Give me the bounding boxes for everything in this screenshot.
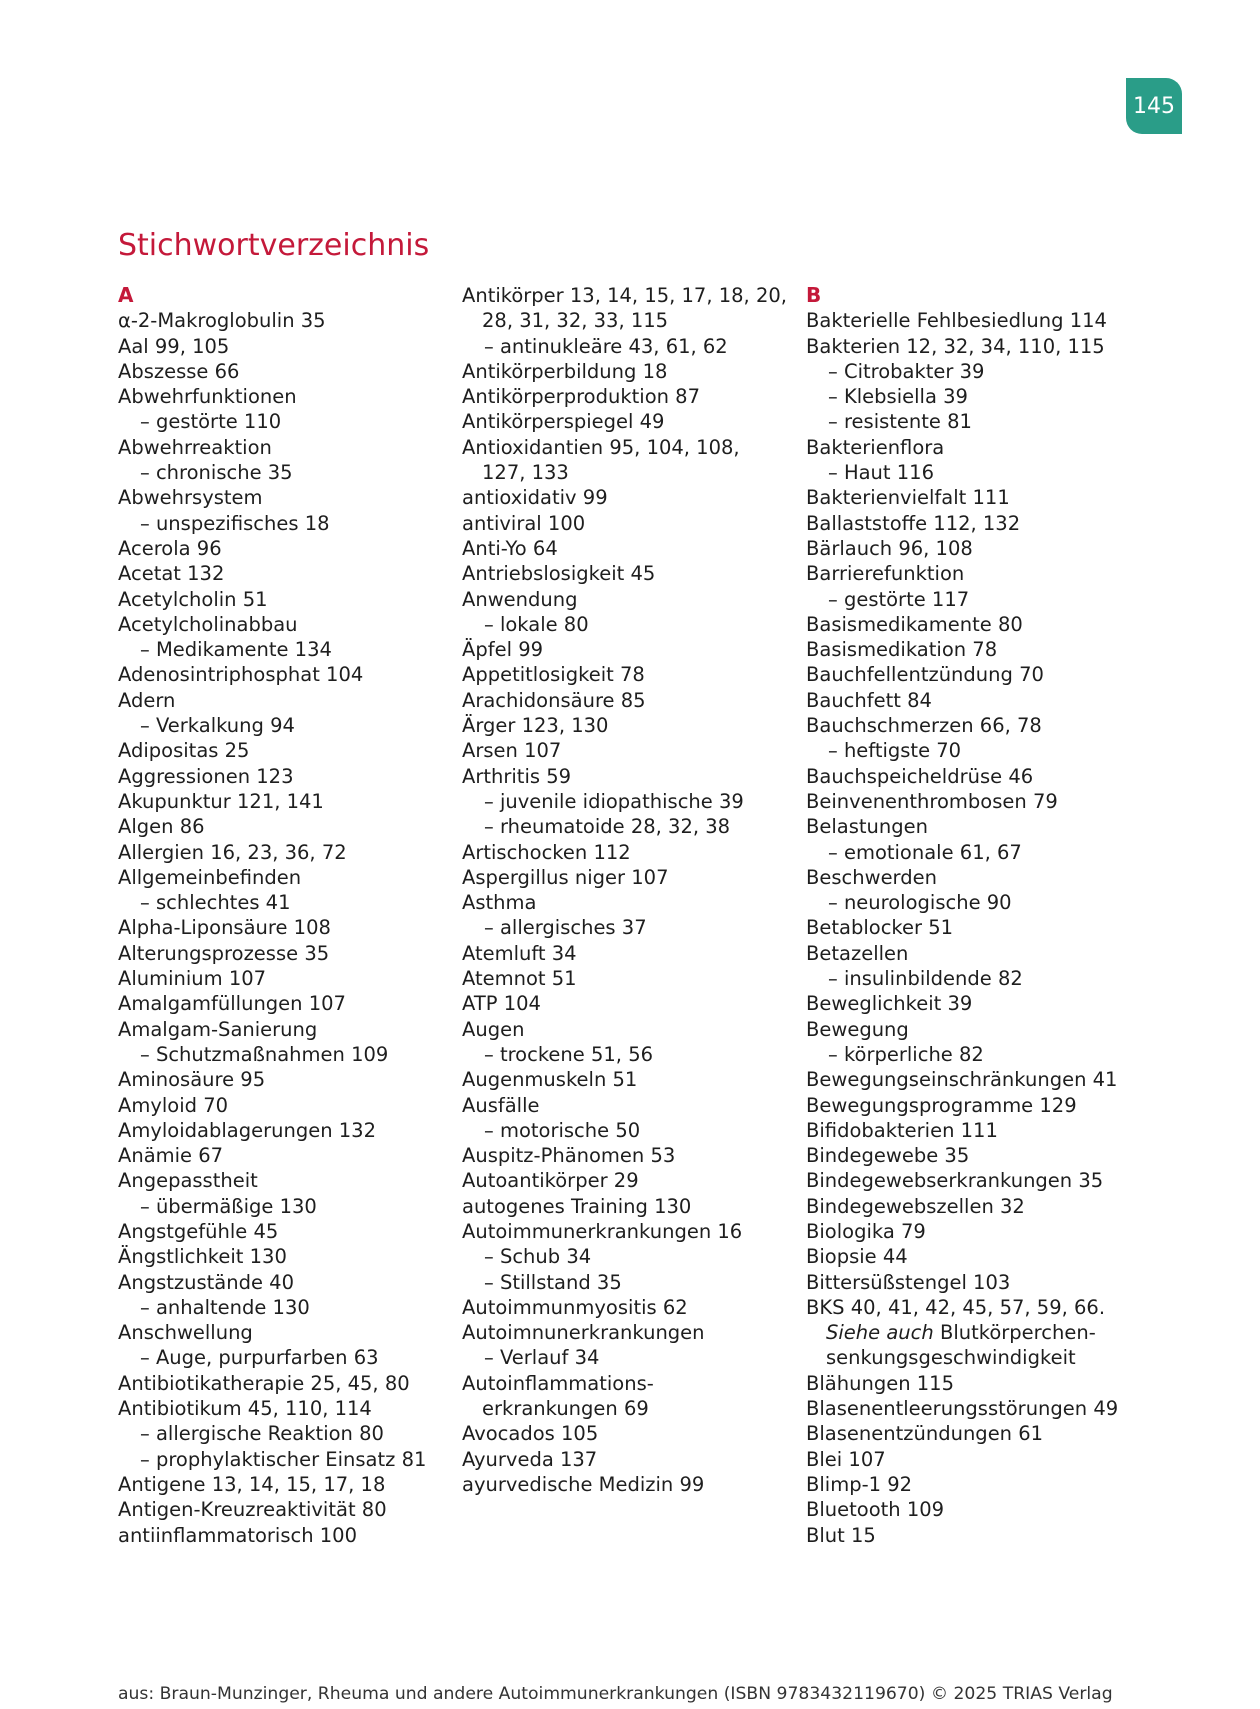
index-entry: Autoimnunerkrankungen [462,1321,705,1345]
index-entry: Arachidonsäure 85 [462,688,646,712]
index-entry: Autoinflammations- [462,1371,654,1395]
index-entry: – körperliche 82 [828,1042,984,1066]
index-letter-heading: A [118,283,134,307]
index-entry: Ängstlichkeit 130 [118,1245,287,1269]
index-entry: Antibiotikum 45, 110, 114 [118,1397,372,1421]
index-entry: Acetylcholin 51 [118,587,268,611]
index-entry: 127, 133 [482,461,569,485]
index-entry-text: Blutkörperchen- [939,1321,1096,1345]
index-entry: – gestörte 117 [828,587,970,611]
index-entry: Blut 15 [806,1523,876,1547]
index-entry: Angepasstheit [118,1169,258,1193]
index-entry: Autoimmunerkrankungen 16 [462,1219,743,1243]
index-entry: ayurvedische Medizin 99 [462,1472,705,1496]
index-entry: Beweglichkeit 39 [806,992,973,1016]
index-entry: Aspergillus niger 107 [462,865,669,889]
index-entry: Abwehrreaktion [118,435,272,459]
index-entry: Angstgefühle 45 [118,1219,279,1243]
index-letter-heading: B [806,283,822,307]
index-entry: Antioxidantien 95, 104, 108, [462,435,740,459]
index-entry: Amalgamfüllungen 107 [118,992,346,1016]
index-entry: Appetitlosigkeit 78 [462,663,645,687]
index-entry: Barrierefunktion [806,562,965,586]
index-entry: – Klebsiella 39 [828,385,968,409]
index-entry: Basismedikamente 80 [806,612,1023,636]
index-entry: – Schub 34 [484,1245,592,1269]
index-entry: – Citrobakter 39 [828,359,985,383]
index-entry: Aluminium 107 [118,967,267,991]
index-entry: – emotionale 61, 67 [828,840,1022,864]
index-entry: Bauchschmerzen 66, 78 [806,714,1042,738]
index-entry: – heftigste 70 [828,739,962,763]
index-entry: Bittersüßstengel 103 [806,1270,1011,1294]
index-column-1 [118,283,448,1548]
index-entry: Acetylcholinabbau [118,612,298,636]
index-entry: Bewegungseinschränkungen 41 [806,1068,1118,1092]
index-entry: antiviral 100 [462,511,586,535]
index-entry: Amyloidablagerungen 132 [118,1118,376,1142]
index-entry: Antibiotikatherapie 25, 45, 80 [118,1371,410,1395]
index-entry: Belastungen [806,815,928,839]
index-entry: erkrankungen 69 [482,1397,649,1421]
index-entry: Biopsie 44 [806,1245,908,1269]
index-entry: Aggressionen 123 [118,764,294,788]
index-entry: Allgemeinbefinden [118,865,302,889]
index-entry: Bindegewebszellen 32 [806,1194,1025,1218]
index-entry: antioxidativ 99 [462,486,608,510]
see-also-label: Siehe auch [826,1321,934,1345]
index-entry: Avocados 105 [462,1422,599,1446]
index-entry: Bauchfett 84 [806,688,932,712]
index-entry: – neurologische 90 [828,891,1012,915]
index-entry: Bakterienflora [806,435,945,459]
index-entry: Adern [118,688,176,712]
index-entry: Atemnot 51 [462,967,577,991]
index-entry: – Haut 116 [828,461,934,485]
index-entry: Auspitz-Phänomen 53 [462,1144,676,1168]
index-entry: Arthritis 59 [462,764,572,788]
index-entry: Alterungsprozesse 35 [118,941,330,965]
index-entry: Bindegewebserkrankungen 35 [806,1169,1104,1193]
index-entry: Anwendung [462,587,578,611]
index-entry: BKS 40, 41, 42, 45, 57, 59, 66. [806,1295,1106,1319]
index-entry: Acerola 96 [118,536,222,560]
index-entry: – unspezifisches 18 [140,511,330,535]
index-entry: Antikörperspiegel 49 [462,410,665,434]
index-entry: Antriebslosigkeit 45 [462,562,656,586]
index-entry: Ausfälle [462,1093,540,1117]
index-entry: Abszesse 66 [118,359,240,383]
index-entry: Bakterielle Fehlbesiedlung 114 [806,309,1107,333]
index-entry: Autoimmunmyositis 62 [462,1295,688,1319]
index-entry: Akupunktur 121, 141 [118,789,324,813]
index-entry: Biologika 79 [806,1219,926,1243]
index-entry: Blähungen 115 [806,1371,954,1395]
source-footer: aus: Braun-Munzinger, Rheuma und andere Autoimmunerkrankungen (ISBN 9783432119670) © 2025 TRIAS Verlag [118,1684,1113,1704]
index-entry: Bauchspeicheldrüse 46 [806,764,1034,788]
index-column-2 [462,283,792,1497]
index-entry: Asthma [462,891,537,915]
index-entry: Antikörperbildung 18 [462,359,668,383]
index-entry: – schlechtes 41 [140,891,291,915]
index-entry: Arsen 107 [462,739,562,763]
index-entry: Bärlauch 96, 108 [806,536,973,560]
index-entry: Blimp-1 92 [806,1472,913,1496]
index-entry: ATP 104 [462,992,541,1016]
index-entry: Ballaststoffe 112, 132 [806,511,1021,535]
index-entry: – Schutzmaßnahmen 109 [140,1042,389,1066]
index-column-3 [806,283,1146,1548]
index-entry: Blasenentleerungsstörungen 49 [806,1397,1119,1421]
index-entry: Abwehrfunktionen [118,385,297,409]
page-number-badge: 145 [1126,78,1182,134]
index-entry: Basismedikation 78 [806,638,998,662]
index-entry: – insulinbildende 82 [828,967,1023,991]
index-entry: Alpha-Liponsäure 108 [118,916,331,940]
page-title: Stichwortverzeichnis [118,228,430,263]
index-entry: Allergien 16, 23, 36, 72 [118,840,347,864]
index-entry: Blasenentzündungen 61 [806,1422,1044,1446]
index-entry: Autoantikörper 29 [462,1169,639,1193]
index-entry: – rheumatoide 28, 32, 38 [484,815,731,839]
index-entry: senkungsgeschwindigkeit [826,1346,1076,1370]
index-entry: Bakterien 12, 32, 34, 110, 115 [806,334,1105,358]
index-entry: – Verlauf 34 [484,1346,600,1370]
index-entry: – Verkalkung 94 [140,714,295,738]
index-entry: Beschwerden [806,865,937,889]
index-entry: Antigen-Kreuzreaktivität 80 [118,1498,387,1522]
index-entry: 28, 31, 32, 33, 115 [482,309,669,333]
index-entry: Bewegung [806,1017,909,1041]
index-entry: Antigene 13, 14, 15, 17, 18 [118,1472,386,1496]
index-entry: Aal 99, 105 [118,334,230,358]
index-entry: Antikörper 13, 14, 15, 17, 18, 20, [462,284,787,307]
index-entry: – juvenile idiopathische 39 [484,789,744,813]
index-entry: – anhaltende 130 [140,1295,310,1319]
index-entry: Betazellen [806,941,909,965]
index-entry: – allergische Reaktion 80 [140,1422,384,1446]
index-entry: – antinukleäre 43, 61, 62 [484,334,728,358]
index-entry: Amyloid 70 [118,1093,229,1117]
index-entry: Anschwellung [118,1321,253,1345]
index-entry: Bewegungsprogramme 129 [806,1093,1077,1117]
index-entry: Bluetooth 109 [806,1498,945,1522]
index-entry: – motorische 50 [484,1118,641,1142]
index-entry: Bindegewebe 35 [806,1144,970,1168]
index-entry: Bauchfellentzündung 70 [806,663,1044,687]
index-entry: Bakterienvielfalt 111 [806,486,1010,510]
index-entry: Amalgam-Sanierung [118,1017,318,1041]
index-entry: – lokale 80 [484,612,589,636]
index-entry: Bifidobakterien 111 [806,1118,998,1142]
index-entry: Algen 86 [118,815,205,839]
index-entry: – chronische 35 [140,461,293,485]
index-entry: Blei 107 [806,1447,886,1471]
index-entry: Adenosintriphosphat 104 [118,663,364,687]
index-entry: – Medikamente 134 [140,638,332,662]
index-entry: Ärger 123, 130 [462,714,609,738]
index-entry: Adipositas 25 [118,739,250,763]
index-entry: α-2-Makroglobulin 35 [118,309,326,333]
index-entry: Beinvenenthrombosen 79 [806,789,1058,813]
index-entry: Atemluft 34 [462,941,577,965]
index-entry: Antikörperproduktion 87 [462,385,700,409]
index-entry: – Auge, purpurfarben 63 [140,1346,379,1370]
index-entry: Angstzustände 40 [118,1270,294,1294]
index-entry: Acetat 132 [118,562,225,586]
index-entry: Äpfel 99 [462,638,544,662]
index-entry: – prophylaktischer Einsatz 81 [140,1447,427,1471]
index-entry: autogenes Training 130 [462,1194,692,1218]
index-entry: Betablocker 51 [806,916,954,940]
index-entry: Ayurveda 137 [462,1447,598,1471]
index-entry: antiinflammatorisch 100 [118,1523,357,1547]
index-entry: – übermäßige 130 [140,1194,317,1218]
index-entry: – resistente 81 [828,410,972,434]
index-entry: – Stillstand 35 [484,1270,622,1294]
index-entry: Anti-Yo 64 [462,536,558,560]
index-entry: – allergisches 37 [484,916,647,940]
index-entry: Aminosäure 95 [118,1068,266,1092]
index-entry: Anämie 67 [118,1144,224,1168]
index-entry: Abwehrsystem [118,486,263,510]
index-entry: Augen [462,1017,525,1041]
index-entry: – trockene 51, 56 [484,1042,654,1066]
index-entry [806,1320,1146,1345]
index-entry: – gestörte 110 [140,410,282,434]
index-entry: Artischocken 112 [462,840,631,864]
index-entry: Augenmuskeln 51 [462,1068,638,1092]
